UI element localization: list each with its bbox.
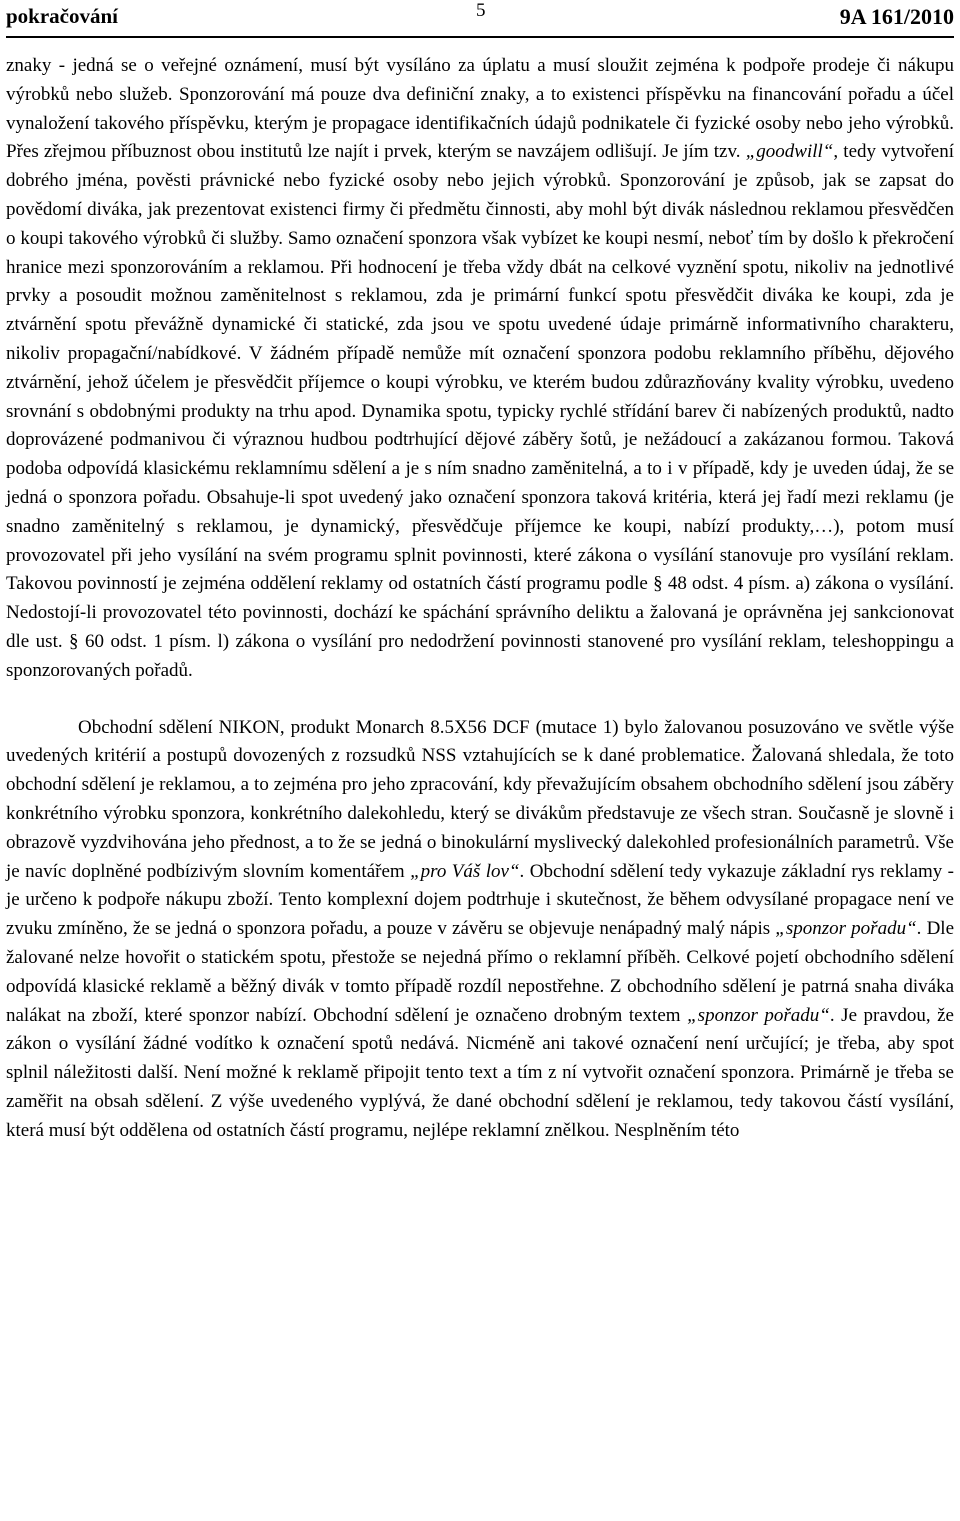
case-number: 9A 161/2010 — [839, 4, 954, 29]
quoted-sponsor-label: „sponzor pořadu“ — [775, 918, 917, 940]
text-run: . Je pravdou, že zákon o vysílání žádné vodítko k označení spotů nedává. Nicméně ani takové označení není určující; je třeba, aby spot splnil náležitosti další. Není možné k reklamě připojit tento text a tím z ní vytvořit označení sponzora. Primárně je třeba se zaměřit na obsah sdělení. Z výše uvedeného vyplývá, že dané obchodní sdělení je reklamou, tedy takovou částí vysílání, která musí být oddělena od ostatních částí programu, nejlépe reklamní znělkou. Nesplněním této — [6, 1004, 954, 1141]
document-body — [6, 52, 954, 1145]
text-run: . Obchodní sdělení tedy vykazuje základní rys reklamy - je určeno k podpoře nákupu zboží. Tento komplexní dojem podtrhuje i skutečnost, že během odvysílané propagace není ve zvuku zmíněno, že se jedná o sponzora pořadu, a pouze v závěru se objevuje nenápadný malý nápis — [6, 860, 954, 940]
page-number: 5 — [476, 0, 486, 21]
goodwill-term: „goodwill“ — [745, 141, 834, 163]
quoted-commentary: „pro Váš lov“ — [410, 860, 520, 882]
page-header — [6, 0, 954, 34]
text-run: Obchodní sdělení NIKON, produkt Monarch 8.5X56 DCF (mutace 1) bylo žalovanou posuzováno ve světle výše uvedených kritérií a postupů dovozených z rozsudků NSS vztahujících se k dané problematice. Žalovaná shledala, že toto obchodní sdělení je reklamou, a to zejména pro jeho zpracování, kdy převažujícím obsahem obchodního sdělení jsou záběry konkrétního výrobku sponzora, konkrétního dalekohledu, který se divákům představuje ze všech stran. Současně je slovně i obrazově vyzdvihována jeho přednost, a to že se jedná o binokulární myslivecký dalekohled profesionálních parametrů. Vše je navíc doplněné podbízivým slovním komentářem — [6, 716, 954, 882]
text-run: , tedy vytvoření dobrého jména, pověsti právnické nebo fyzické osoby nebo jejich výrobků. Sponzorování je způsob, jak se zapsat do povědomí diváka, jak prezentovat existenci firmy či předmětu činnosti, aby mohl být divák následnou reklamou přesvědčen o koupi takového výrobků či služby. Samo označení sponzora však vybízet ke koupi nesmí, neboť tím by došlo k překročení hranice mezi sponzorováním a reklamou. Při hodnocení je třeba vždy dbát na celkové vyznění spotu, nikoliv na jednotlivé prvky a posoudit možnou zaměnitelnost s reklamou, zda je primární funkcí spotu přesvědčit diváka ke koupi, zda je ztvárnění spotu převážně dynamické či statické, zda jsou ve spotu uvedené údaje primárně informativního charakteru, nikoliv propagační/nabídkové. V žádném případě nemůže mít označení sponzora podobu reklamního příběhu, dějového ztvárnění, jehož účelem je přesvědčit příjemce o koupi výrobku, ve kterém budou zdůrazňovány kvality výrobku, uvedeno srovnání s obdobnými produkty na trhu apod. Dynamika spotu, typicky rychlé střídání barev či nabízených produktů, nadto doprovázené podmanivou či výraznou hudbou podtrhující dějové záběry šotů, je nežádoucí a zakázanou formou. Taková podoba odpovídá klasickému reklamnímu sdělení a je s ním snadno zaměnitelná, a to i v případě, kdy je uveden údaj, že se jedná o sponzora pořadu. Obsahuje-li spot uvedený jako označení sponzora taková kritéria, která jej řadí mezi reklamu (je snadno zaměnitelný s reklamou, je dynamický, přesvědčuje příjemce ke koupi, nabízí produkty,…), potom musí provozovatel při jeho vysílání na svém programu splnit povinnosti, které zákona o vysílání stanovuje pro vysílání reklam. Takovou povinností je zejména oddělení reklamy od ostatních částí programu podle § 48 odst. 4 písm. a) zákona o vysílání. Nedostojí-li provozovatel této povinnosti, dochází ke spáchání správního deliktu a žalovaná je oprávněna jej sankcionovat dle ust. § 60 odst. 1 písm. l) zákona o vysílání pro nedodržení povinnosti stanovené pro vysílání reklam, teleshoppingu a sponzorovaných pořadů. — [6, 141, 955, 681]
paragraph-nikon-assessment — [6, 714, 954, 1146]
text-run: . Dle žalované nelze hovořit o statickém spotu, přestože se nejedná přímo o reklamní příběh. Celkové pojetí obchodního sdělení odpovídá klasické reklamě a běžný divák v tomto případě rozdíl nepostřehne. Z obchodního sdělení je patrná snaha diváka nalákat na zboží, které sponzor nabízí. Obchodní sdělení je označeno drobným textem — [6, 918, 954, 1026]
header-divider — [6, 36, 954, 38]
text-run: znaky - jedná se o veřejné oznámení, musí být vysíláno za úplatu a musí sloužit zejména k podpoře prodeje či nákupu výrobků nebo služeb. Sponzorování má pouze dva definiční znaky, a to existenci příspěvku na financování pořadu a účel vynaložení takového příspěvku, kterým je propagace identifikačních údajů podnikatele či fyzické osoby nebo jeho výrobků. Přes zřejmou příbuznost obou institutů lze najít i prvek, kterým se navzájem odlišují. Je jím tzv. — [6, 55, 954, 163]
paragraph-sponsorship-criteria — [6, 52, 954, 686]
quoted-sponsor-label: „sponzor pořadu“ — [687, 1004, 830, 1026]
header-continuation-label: pokračování — [6, 4, 119, 28]
